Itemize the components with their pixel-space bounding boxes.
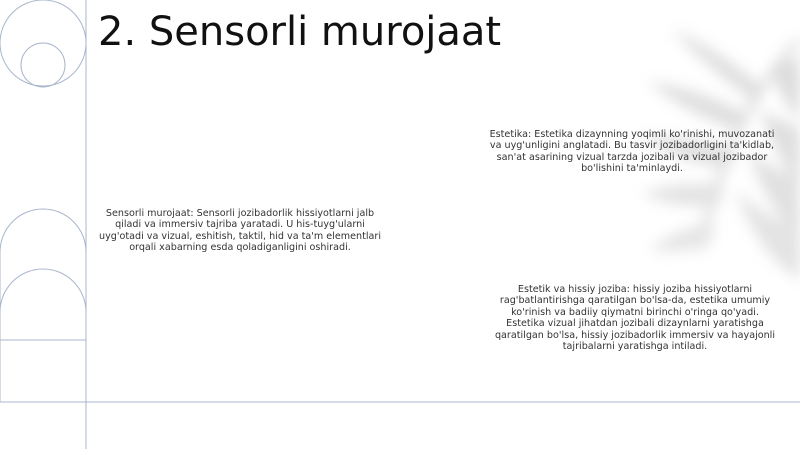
aesthetic-vs-emotional-paragraph: Estetik va hissiy joziba: hissiy joziba hissiyotlarni rag'batlantirishga qaratilgan bo'lsa-da, estetika umumiy ko'rinish va badiiy qiymatni birinchi o'ringa qo'yadi. Estetika vizual jihatdan jozibali dizaynlarni yaratishga qaratilgan bo'lsa, hissiy jozibadorlik immersiv va hayajonli tajribalarni yaratishga intiladi. bbox=[494, 284, 776, 353]
sensory-appeal-paragraph: Sensorli murojaat: Sensorli jozibadorlik hissiyotlarni jalb qiladi va immersiv tajriba yaratadi. U his-tuyg'ularni uyg'otadi va vizual, eshitish, taktil, hid va ta'm elementlari orqali xabarning esda qoladiganligini oshiradi. bbox=[98, 208, 382, 254]
page-title: 2. Sensorli murojaat bbox=[98, 9, 502, 55]
aesthetics-paragraph: Estetika: Estetika dizaynning yoqimli ko'rinishi, muvozanati va uyg'unligini anglatadi. Bu tasvir jozibadorligini ta'kidlab, san'at asarining vizual tarzda jozibali va vizual jozibador bo'lishini ta'minlaydi. bbox=[489, 129, 775, 175]
